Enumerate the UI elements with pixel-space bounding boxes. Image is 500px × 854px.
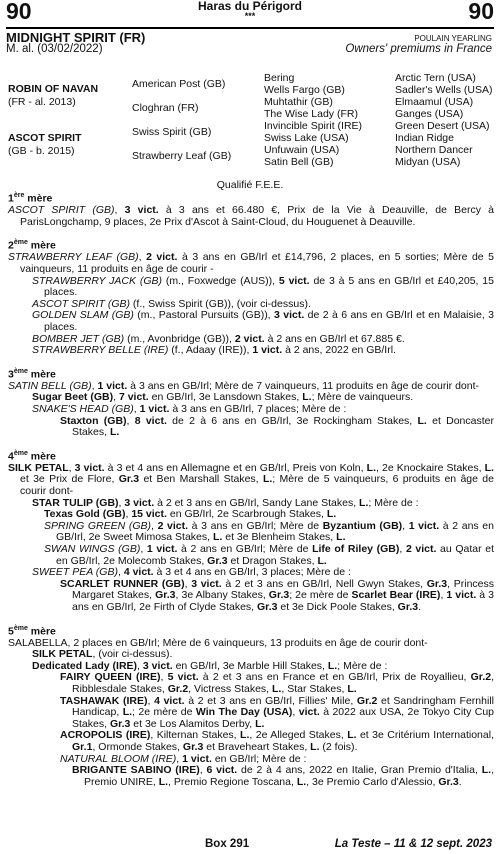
- third-generation-ancestor: Ganges (USA): [395, 108, 464, 120]
- produce-record: SCARLET RUNNER (GB), 3 vict. à 2 et 3 ans en GB/Irl, Nell Gwyn Stakes, Gr.3, Princess Margaret Stakes, Gr.3, 3e Albany Stakes, Gr.3; 2e mère de Scarlet Bear (IRE), 1 vict. à 3 ans en GB/Irl, 2e Firth of Clyde Stakes, Gr.3 et 3e Dick Poole Stakes, Gr.3.: [60, 577, 494, 613]
- sire-name: ROBIN OF NAVAN: [8, 83, 99, 95]
- pedigree-sire: [8, 83, 98, 96]
- dam-record: ASCOT SPIRIT (GB), 3 vict. à 3 ans et 66.480 €, Prix de la Vie à Deauville, de Bercy à ParisLongchamp, 9 places, 2e Prix d'Ascot à Saint-Cloud, du Houguenet à Deauville.: [8, 204, 494, 228]
- produce-record: ASCOT SPIRIT (GB) (f., Swiss Spirit (GB)), (voir ci-dessus).: [32, 297, 311, 310]
- produce-record: FAIRY QUEEN (IRE), 5 vict. à 2 et 3 ans en France et en GB/Irl, Prix de Royallieu, Gr.2, Ribblesdale Stakes, Gr.2, Victress Stakes, L., Star Stakes, L.: [60, 671, 494, 696]
- produce-record: SWEET PEA (GB), 4 vict. à 3 et 4 ans en GB/Irl, 3 places; Mère de :: [32, 566, 351, 579]
- pedigree-page-body: [8, 190, 494, 788]
- header-rule: [6, 27, 494, 29]
- dam-name: ASCOT SPIRIT: [8, 132, 82, 144]
- produce-record: Dedicated Lady (IRE), 3 vict. en GB/Irl, 3e Marble Hill Stakes, L.; Mère de :: [32, 659, 388, 672]
- third-generation-ancestor: Sadler's Wells (USA): [395, 84, 493, 96]
- sale-info: La Teste – 11 & 12 sept. 2023: [334, 838, 492, 850]
- produce-record: ACROPOLIS (IRE), Kilternan Stakes, L., 2e Alleged Stakes, L. et 3e Critérium International, Gr.1, Ormonde Stakes, Gr.3 et Braveheart Stakes, L. (2 fois).: [60, 729, 494, 754]
- generation-heading: 3ème mère: [8, 367, 56, 381]
- produce-record: STRAWBERRY JACK (GB) (m., Foxwedge (AUS)), 5 vict. de 3 à 5 ans en GB/Irl et £40,205, 15 places.: [32, 274, 494, 299]
- great-grandparent: Wells Fargo (GB): [264, 84, 345, 96]
- third-dam-record: SATIN BELL (GB), 1 vict. à 3 ans en GB/Irl; Mère de 7 vainqueurs, 11 produits en âge de courir dont-: [8, 379, 480, 392]
- great-grandparent: Swiss Lake (USA): [264, 132, 349, 144]
- fifth-dam-record: SALABELLA, 2 places en GB/Irl; Mère de 6 vainqueurs, 13 produits en âge de courir dont-: [8, 636, 428, 649]
- sex-label: POULAIN YEARLING: [414, 34, 492, 43]
- great-grandparent: Unfuwain (USA): [264, 144, 340, 156]
- grandparent: Strawberry Leaf (GB): [132, 150, 232, 162]
- fourth-dam-record: SILK PETAL, 3 vict. à 3 et 4 ans en Allemagne et en GB/Irl, Preis von Koln, L., 2e Knockaire Stakes, L. et 3e Prix de Flore, Gr.3 et Ben Marshall Stakes, L.; Mère de 5 vainqueurs, 6 produits en âge de courir dont-: [8, 461, 494, 498]
- generation-heading: 1ère mère: [8, 192, 53, 205]
- great-grandparent: Bering: [264, 72, 295, 84]
- grandparent: Cloghran (FR): [132, 102, 199, 114]
- third-generation-ancestor: Indian Ridge: [395, 132, 454, 144]
- produce-record: Staxton (GB), 8 vict. de 2 à 6 ans en GB/Irl, 3e Rockingham Stakes, L. et Doncaster Stakes, L.: [60, 414, 494, 439]
- generation-heading: 5ème mère: [8, 624, 56, 638]
- lot-number-right: 90: [468, 0, 494, 24]
- box-number: Box 291: [205, 838, 250, 850]
- lot-number-left: 90: [6, 0, 32, 24]
- consignor-stars: ***: [244, 11, 256, 21]
- produce-record: STRAWBERRY BELLE (IRE) (f., Adaay (IRE)), 1 vict. à 2 ans, 2022 en GB/Irl.: [32, 344, 396, 357]
- great-grandparent: Muhtathir (GB): [264, 96, 333, 108]
- produce-record: SPRING GREEN (GB), 2 vict. à 3 ans en GB/Irl; Mère de Byzantium (GB), 1 vict. à 2 ans en GB/Irl, 2e Sweet Mimosa Stakes, L. et 3e Blenheim Stakes, L.: [44, 519, 494, 544]
- produce-record: Texas Gold (GB), 15 vict. en GB/Irl, 2e Scarbrough Stakes, L.: [44, 508, 337, 521]
- great-grandparent: Invincible Spirit (IRE): [264, 120, 363, 132]
- grandparent: Swiss Spirit (GB): [132, 126, 212, 138]
- second-dam-record: STRAWBERRY LEAF (GB), 2 vict. à 3 ans en GB/Irl et £14,796, 2 places, en 5 sorties; Mère de 5 vainqueurs, 11 produits en âge de courir -: [8, 251, 495, 275]
- great-grandparent: The Wise Lady (FR): [264, 108, 358, 120]
- third-generation-ancestor: Green Desert (USA): [395, 120, 490, 132]
- horse-name: MIDNIGHT SPIRIT (FR): [6, 30, 146, 45]
- pedigree-dam: [8, 132, 82, 145]
- third-generation-ancestor: Elmaamul (USA): [395, 96, 474, 108]
- consignor-name: Haras du Périgord: [197, 0, 303, 13]
- dam-detail: (GB - b. 2015): [8, 145, 75, 157]
- third-generation-ancestor: Northern Dancer: [395, 144, 473, 156]
- sex-birth: M. al. (03/02/2022): [6, 43, 103, 55]
- produce-record: BOMBER JET (GB) (m., Avonbridge (GB)), 2 vict. à 2 ans en GB/Irl et 67.885 €.: [32, 332, 405, 345]
- produce-record: TASHAWAK (IRE), 4 vict. à 2 et 3 ans en GB/Irl, Fillies' Mile, Gr.2 et Sandringham Fernhill Handicap, L.; 2e mère de Win The Day (USA), vict. à 2022 aux USA, 2e Tokyo City Cup Stakes, Gr.3 et 3e Los Alamitos Derby, L.: [60, 694, 495, 730]
- produce-record: SWAN WINGS (GB), 1 vict. à 2 ans en GB/Irl; Mère de Life of Riley (GB), 2 vict. au Qatar et en GB/Irl, 2e Molecomb Stakes, Gr.3 et Dragon Stakes, L.: [44, 543, 495, 567]
- owners-premium: Owners' premiums in France: [345, 43, 492, 55]
- third-generation-ancestor: Midyan (USA): [395, 156, 461, 168]
- sire-detail: (FR - al. 2013): [8, 96, 76, 108]
- generation-heading: 2ème mère: [8, 239, 56, 252]
- produce-record: Sugar Beet (GB), 7 vict. en GB/Irl, 3e Lansdown Stakes, L.; Mère de vainqueurs.: [32, 391, 414, 404]
- qualification: Qualifié F.E.E.: [216, 179, 284, 191]
- produce-record: GOLDEN SLAM (GB) (m., Pastoral Pursuits (GB)), 3 vict. de 2 à 6 ans en GB/Irl et en Malaisie, 3 places.: [32, 309, 494, 333]
- third-generation-ancestor: Arctic Tern (USA): [395, 72, 476, 84]
- great-grandparent: Satin Bell (GB): [264, 156, 334, 168]
- produce-record: STAR TULIP (GB), 3 vict. à 2 et 3 ans en GB/Irl, Sandy Lane Stakes, L.; Mère de :: [32, 496, 419, 509]
- generation-heading: 4ème mère: [8, 449, 56, 463]
- produce-record: NATURAL BLOOM (IRE), 1 vict. en GB/Irl; Mère de :: [60, 752, 307, 765]
- grandparent: American Post (GB): [132, 78, 226, 90]
- produce-record: BRIGANTE SABINO (IRE), 6 vict. de 2 à 4 ans, 2022 en Italie, Gran Premio d'Italia, L., Premio UNIRE, L., Premio Regione Toscana, L., 3e Premio Carlo d'Alessio, Gr.3.: [72, 764, 494, 788]
- produce-record: SILK PETAL, (voir ci-dessus).: [32, 648, 173, 661]
- produce-record: SNAKE'S HEAD (GB), 1 vict. à 3 ans en GB/Irl, 7 places; Mère de :: [32, 403, 347, 415]
